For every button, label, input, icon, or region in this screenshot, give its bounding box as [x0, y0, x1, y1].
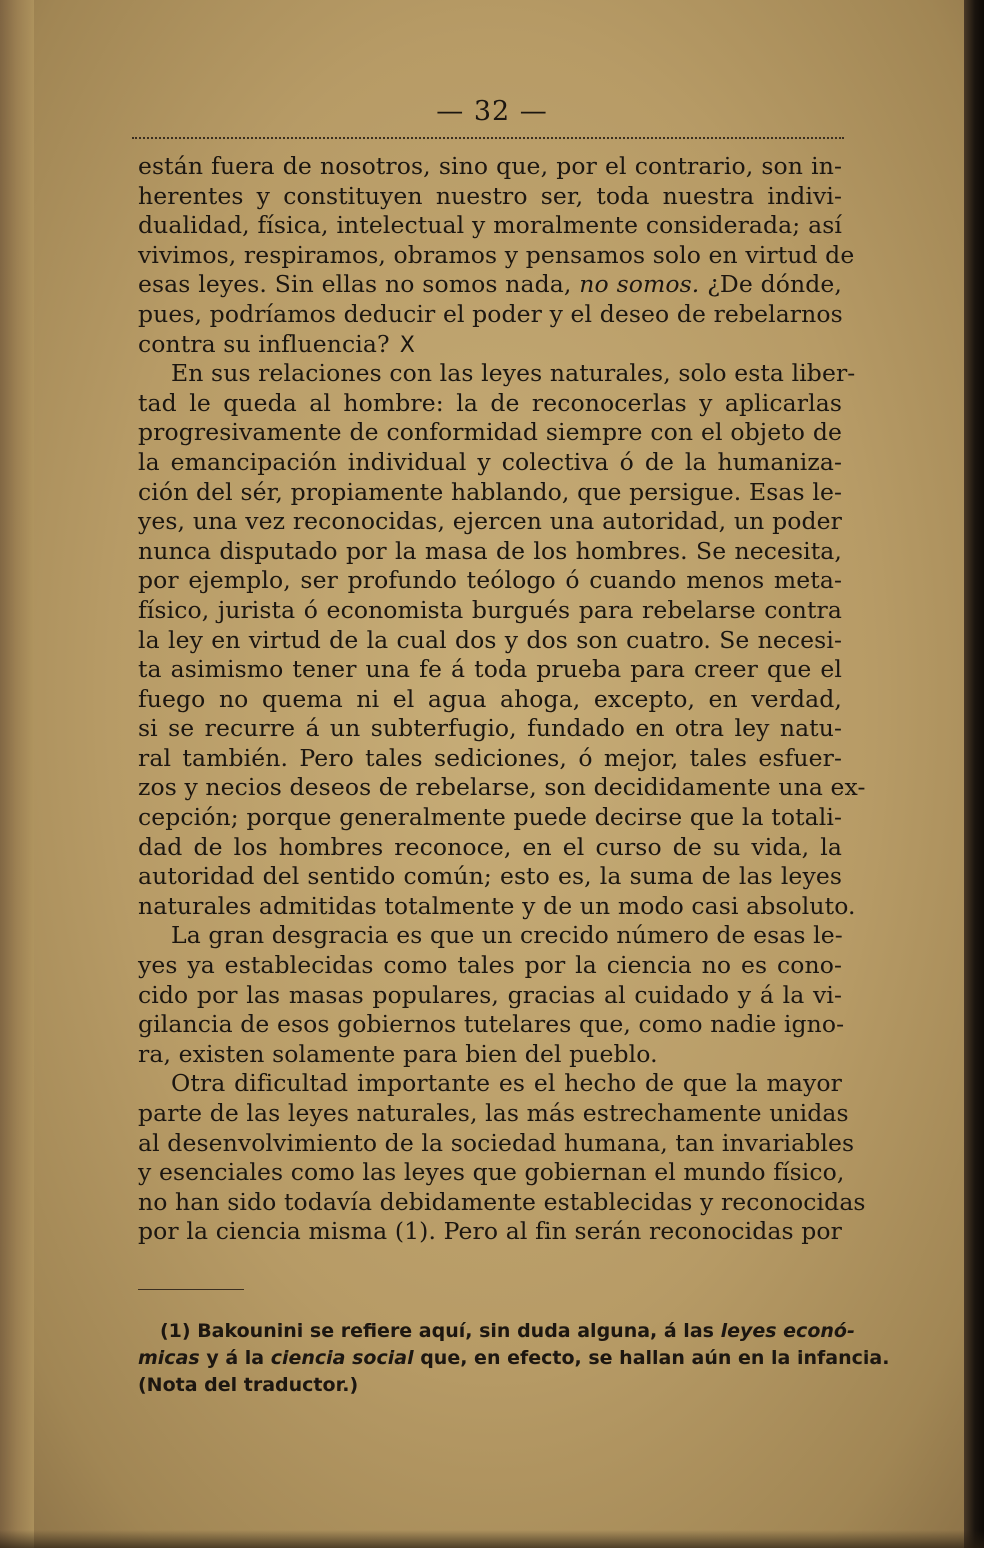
text-line: la emancipación individual y colectiva ó de la humaniza- — [138, 447, 842, 476]
text-line: por ejemplo, ser profundo teólogo ó cuando menos meta- — [138, 566, 842, 595]
text-line: dualidad, física, intelectual y moralmente considerada; así — [138, 211, 842, 240]
text-segment: y á la — [199, 1347, 271, 1369]
text-line: están fuera de nosotros, sino que, por el contrario, son in- — [138, 152, 842, 180]
paragraph-start-line: En sus relaciones con las leyes naturales, solo esta liber- — [171, 359, 856, 388]
text-line: fuego no quema ni el agua ahoga, excepto, en verdad, — [138, 684, 842, 713]
text-line: dad de los hombres reconoce, en el curso de su vida, la — [138, 832, 842, 861]
page-bottom-edge — [0, 1530, 984, 1548]
text-line: y esenciales como las leyes que gobiernan el mundo físico, — [138, 1158, 845, 1187]
page-number: — 32 — — [436, 96, 548, 127]
text-line: al desenvolvimiento de la sociedad humana, tan invariables — [138, 1128, 855, 1157]
text-line: ra, existen solamente para bien del pueblo. — [138, 1039, 658, 1068]
text-line: físico, jurista ó economista burgués para rebelarse contra — [138, 595, 842, 624]
text-line: ción del sér, propiamente hablando, que persigue. Esas le- — [138, 477, 842, 506]
text-line: cido por las masas populares, gracias al cuidado y á la vi- — [138, 980, 842, 1009]
text-segment: ¿De dónde, — [699, 270, 843, 299]
footnote-line — [138, 1318, 855, 1345]
text-line: naturales admitidas totalmente y de un modo casi absoluto. — [138, 891, 856, 920]
page-right-edge — [964, 0, 984, 1548]
italic-phrase: ciencia social — [270, 1347, 414, 1369]
text-segment: que, en efecto, se hallan aún en la infancia. — [413, 1347, 890, 1369]
text-segment: (1) Bakounini se refiere aquí, sin duda alguna, á las — [160, 1320, 721, 1342]
text-line: si se recurre á un subterfugio, fundado en otra ley natu- — [138, 714, 842, 743]
handwritten-mark: X — [399, 332, 415, 358]
text-line: autoridad del sentido común; esto es, la suma de las leyes — [138, 862, 842, 891]
text-line: ta asimismo tener una fe á toda prueba para creer que el — [138, 655, 842, 684]
text-line: yes ya establecidas como tales por la ciencia no es cono- — [138, 951, 842, 980]
footnote-line — [138, 1345, 890, 1372]
text-line: zos y necios deseos de rebelarse, son decididamente una ex- — [138, 773, 866, 802]
text-line: ral también. Pero tales sediciones, ó mejor, tales esfuer- — [138, 743, 842, 772]
paragraph-start-line: La gran desgracia es que un crecido número de esas le- — [171, 921, 843, 950]
text-line: vivimos, respiramos, obramos y pensamos solo en virtud de — [138, 240, 855, 269]
italic-phrase: no somos. — [579, 270, 700, 299]
footnote-line: (Nota del traductor.) — [138, 1374, 359, 1396]
italic-phrase: micas — [138, 1347, 200, 1369]
text-segment: contra su influencia? — [138, 329, 390, 358]
text-line: tad le queda al hombre: la de reconocerlas y aplicarlas — [138, 388, 842, 417]
footnote-rule — [138, 1289, 244, 1290]
paragraph-start-line: Otra dificultad importante es el hecho de que la mayor — [171, 1069, 842, 1098]
text-line: no han sido todavía debidamente establecidas y reconocidas — [138, 1187, 866, 1216]
text-line — [138, 330, 842, 360]
text-line: la ley en virtud de la cual dos y dos son cuatro. Se necesi- — [138, 625, 842, 654]
text-line: herentes y constituyen nuestro ser, toda nuestra indivi- — [138, 181, 842, 210]
text-line — [138, 270, 842, 300]
text-segment: esas leyes. Sin ellas no somos nada, — [138, 270, 580, 299]
text-line: pues, podríamos deducir el poder y el deseo de rebelarnos — [138, 299, 843, 328]
text-line: nunca disputado por la masa de los hombres. Se necesita, — [138, 536, 842, 565]
text-line: progresivamente de conformidad siempre con el objeto de — [138, 418, 842, 447]
text-line: parte de las leyes naturales, las más estrechamente unidas — [138, 1099, 849, 1127]
text-line: gilancia de esos gobiernos tutelares que, como nadie igno- — [138, 1010, 845, 1039]
header-dotted-rule — [132, 137, 844, 139]
italic-phrase: leyes econó- — [720, 1320, 855, 1342]
page-spine-shadow — [0, 0, 34, 1548]
footnote — [138, 1318, 890, 1399]
text-line: por la ciencia misma (1). Pero al fin serán reconocidas por — [138, 1217, 842, 1246]
body-text — [138, 152, 866, 1247]
text-line: yes, una vez reconocidas, ejercen una autoridad, un poder — [138, 507, 842, 536]
text-line: cepción; porque generalmente puede decirse que la totali- — [138, 803, 842, 832]
